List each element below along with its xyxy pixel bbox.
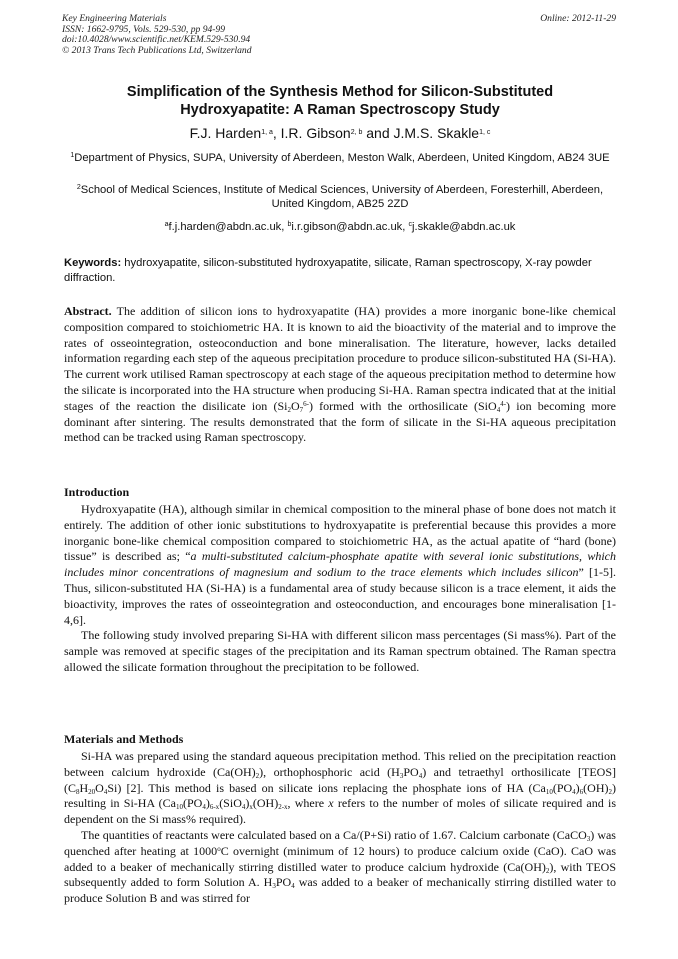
paragraph-text: Hydroxyapatite (HA), although similar in chemical composition to the mineral phase of bone does not match it entirely. The addition of other ionic substitutions to hydroxyapatite is preferential because this provides a more inorganic bone-like chemical composition compared to stoichiometric HA, as the actual apatite of “hard (bone) tissue” is described as; “ — [64, 502, 616, 564]
affiliation-2 — [64, 183, 616, 211]
methods-heading: Materials and Methods — [64, 732, 184, 746]
paragraph-text: (PO — [183, 796, 203, 811]
degree-superscript: o — [217, 844, 221, 853]
title-line-1: Simplification of the Synthesis Method for Silicon-Substituted — [126, 84, 554, 100]
affiliation-1-marker: 1 — [70, 152, 75, 159]
subscript: 4 — [496, 405, 501, 414]
paragraph-text: Si) [2]. This method is based on silicate ions replacing the phosphate ions of HA (Ca — [107, 780, 546, 795]
keywords-text: hydroxyapatite, silicon-substituted hydroxyapatite, silicate, Raman spectroscopy, X-ray powder diffraction. — [64, 257, 592, 284]
paragraph-text: C overnight (minimum of 12 hours) to produce calcium oxide (CaO). CaO was added to a beaker of mechanically stirring distilled water to produce calcium hydroxide (Ca(OH) — [64, 843, 617, 874]
subscript: x — [249, 803, 253, 812]
author-1: F.J. Harden — [189, 125, 262, 141]
journal-header — [62, 14, 616, 56]
author-3-affiliation: 1, c — [479, 129, 491, 136]
affiliation-2-marker: 2 — [76, 184, 81, 191]
subscript: 4 — [572, 787, 576, 796]
author-list — [64, 124, 616, 142]
affiliation-2-text: School of Medical Sciences, Institute of Medical Sciences, University of Aberdeen, Foresterhill, Aberdeen, United Kingdom, AB25 2ZD — [80, 184, 604, 210]
paper-title — [64, 83, 616, 119]
title-line-2: Hydroxyapatite: A Raman Spectroscopy Study — [180, 102, 500, 118]
subscript: 6 — [579, 787, 584, 796]
introduction-heading: Introduction — [64, 485, 130, 499]
affiliation-1-text: Department of Physics, SUPA, University of Aberdeen, Meston Walk, Aberdeen, United Kingdom, AB24 3UE — [74, 152, 610, 164]
author-separator: , — [272, 125, 281, 141]
superscript: 6- — [303, 399, 309, 408]
paragraph-text: H — [79, 780, 89, 795]
paragraph-text: (PO — [552, 780, 573, 795]
subscript: 10 — [545, 787, 553, 796]
introduction-paragraph-1 — [64, 502, 616, 628]
author-3: J.M.S. Skakle — [393, 125, 480, 141]
variable-x: x — [328, 796, 334, 811]
subscript: 3 — [586, 834, 591, 843]
subscript: 7 — [299, 405, 304, 414]
paragraph-text: (OH) — [252, 796, 279, 811]
paragraph-text: ) resulting in Si-HA (Ca — [64, 780, 616, 811]
paragraph-text: ) — [245, 796, 250, 811]
keywords — [64, 256, 616, 286]
issn-line: ISSN: 1662-9795, Vols. 529-530, pp 94-99 — [62, 23, 226, 35]
paragraph-text: ) was quenched after heating at 1000 — [64, 827, 616, 858]
superscript: 4- — [500, 399, 507, 408]
affiliation-1 — [64, 151, 616, 165]
author-1-affiliation: 1, a — [261, 129, 273, 136]
abstract-text: The addition of silicon ions to hydroxyapatite (HA) provides a more inorganic bone-like chemical composition compared to stoichiometric HA. It is known to aid the bioactivity of the material and to improve the rates of osseointegration, osteoconduction and bone mineralisation. The literature, however, lacks detailed information regarding each step of the aqueous precipitation procedure to produce silicon-substituted HA (Si-HA). The current work utilised Raman spectroscopy at each stage of the aqueous precipitation method to determine how the silicate is incorporated into the HA structure when producing Si-HA. Raman spectra indicated that at the initial stages of the reaction the disilicate ion (Si — [64, 304, 616, 413]
subscript: 4 — [291, 882, 295, 891]
paragraph-text: (SiO — [219, 796, 242, 811]
keywords-label: Keywords: — [64, 257, 122, 269]
subscript: 2 — [287, 405, 291, 414]
paragraph-text: ), orthophosphoric acid (H — [259, 764, 400, 779]
paragraph-text: refers to the number of moles of silicate required and is dependent on the Si mass% required). — [64, 796, 616, 827]
email-c: j.skakle@abdn.ac.uk — [411, 221, 516, 233]
subscript: 8 — [76, 787, 80, 796]
abstract — [64, 304, 616, 446]
methods-section — [64, 749, 616, 907]
quoted-definition: a multi-substituted calcium-phosphate apatite with several ionic substitutions, which includes minor concentrations of magnesium and sodium to the trace elements which includes silicon — [64, 549, 616, 580]
subscript: 4 — [103, 787, 108, 796]
subscript: 3 — [272, 882, 276, 891]
paragraph-text: ) and tetraethyl orthosilicate [TEOS] (C — [64, 764, 616, 795]
email-b-marker: b — [287, 221, 292, 228]
paragraph-text: PO — [403, 764, 419, 779]
online-date: Online: 2012-11-29 — [540, 13, 616, 24]
subscript: 4 — [418, 771, 423, 780]
subscript: 10 — [176, 803, 183, 812]
abstract-text: ) formed with the orthosilicate (SiO — [308, 398, 497, 413]
author-2-affiliation: 2, b — [350, 129, 363, 136]
email-b: i.r.gibson@abdn.ac.uk, — [291, 221, 409, 233]
paragraph-text: O — [95, 780, 104, 795]
email-a-marker: a — [164, 221, 169, 228]
email-a: f.j.harden@abdn.ac.uk, — [168, 221, 288, 233]
introduction-section — [64, 502, 616, 676]
abstract-label: Abstract. — [64, 304, 112, 318]
paragraph-text: PO — [275, 875, 292, 890]
introduction-paragraph-2: The following study involved preparing Si-HA with different silicon mass percentages (Si mass%). Part of the sample was removed at specific stages of the precipitation and its Raman spectrum obtained. The Raman spectra allowed the silicate formation throughout the precipitation to be followed. — [64, 628, 616, 674]
subscript: 4 — [202, 803, 206, 812]
paragraph-text: (OH) — [583, 780, 609, 795]
abstract-text: O — [290, 398, 300, 413]
abstract-text: ) ion becoming more dominant after sintering. The results demonstrated that the form of silicate in the Si-HA aqueous precipitation method can be tracked using Raman spectroscopy. — [64, 398, 616, 445]
author-separator: and — [362, 125, 394, 141]
copyright-line: © 2013 Trans Tech Publications Ltd, Switzerland — [62, 44, 252, 56]
journal-name: Key Engineering Materials — [62, 13, 167, 24]
author-2: I.R. Gibson — [280, 125, 351, 141]
paragraph-text: was added to a beaker of mechanically stirring distilled water to produce Solution B and was stirred for — [64, 875, 616, 906]
paragraph-text: ), with TEOS subsequently added to form Solution A. H — [64, 859, 616, 890]
paragraph-text: Si-HA was prepared using the standard aqueous precipitation method. This relied on the precipitation reaction between calcium hydroxide (Ca(OH) — [64, 749, 616, 779]
subscript: 2 — [608, 787, 612, 796]
email-c-marker: c — [408, 221, 412, 228]
subscript: 3 — [399, 771, 404, 780]
subscript: 20 — [88, 787, 96, 796]
paragraph-text: ) — [205, 796, 210, 811]
paragraph-text: , where — [287, 796, 329, 811]
paragraph-text: ” [1-5]. Thus, silicon-substituted HA (Si-HA) is a fundamental area of study because silicon is a trace element, it aids the bioactivity, improves the rates of osseointegration and osteoconduction, and encourages bone mineralisation [1-4,6]. — [64, 565, 616, 627]
subscript: 2 — [545, 866, 550, 875]
paragraph-text: ) — [575, 780, 580, 795]
doi-line: doi:10.4028/www.scientific.net/KEM.529-530.94 — [62, 34, 251, 46]
subscript: 2 — [255, 771, 260, 780]
methods-paragraph-1 — [64, 749, 616, 828]
author-emails — [64, 220, 616, 234]
subscript: 4 — [241, 803, 246, 812]
paragraph-text: The quantities of reactants were calculated based on a Ca/(P+Si) ratio of 1.67. Calcium carbonate (CaCO — [81, 827, 587, 842]
subscript: 6-x — [209, 803, 220, 812]
subscript: 2-x — [278, 803, 288, 812]
methods-paragraph-2 — [64, 828, 616, 907]
